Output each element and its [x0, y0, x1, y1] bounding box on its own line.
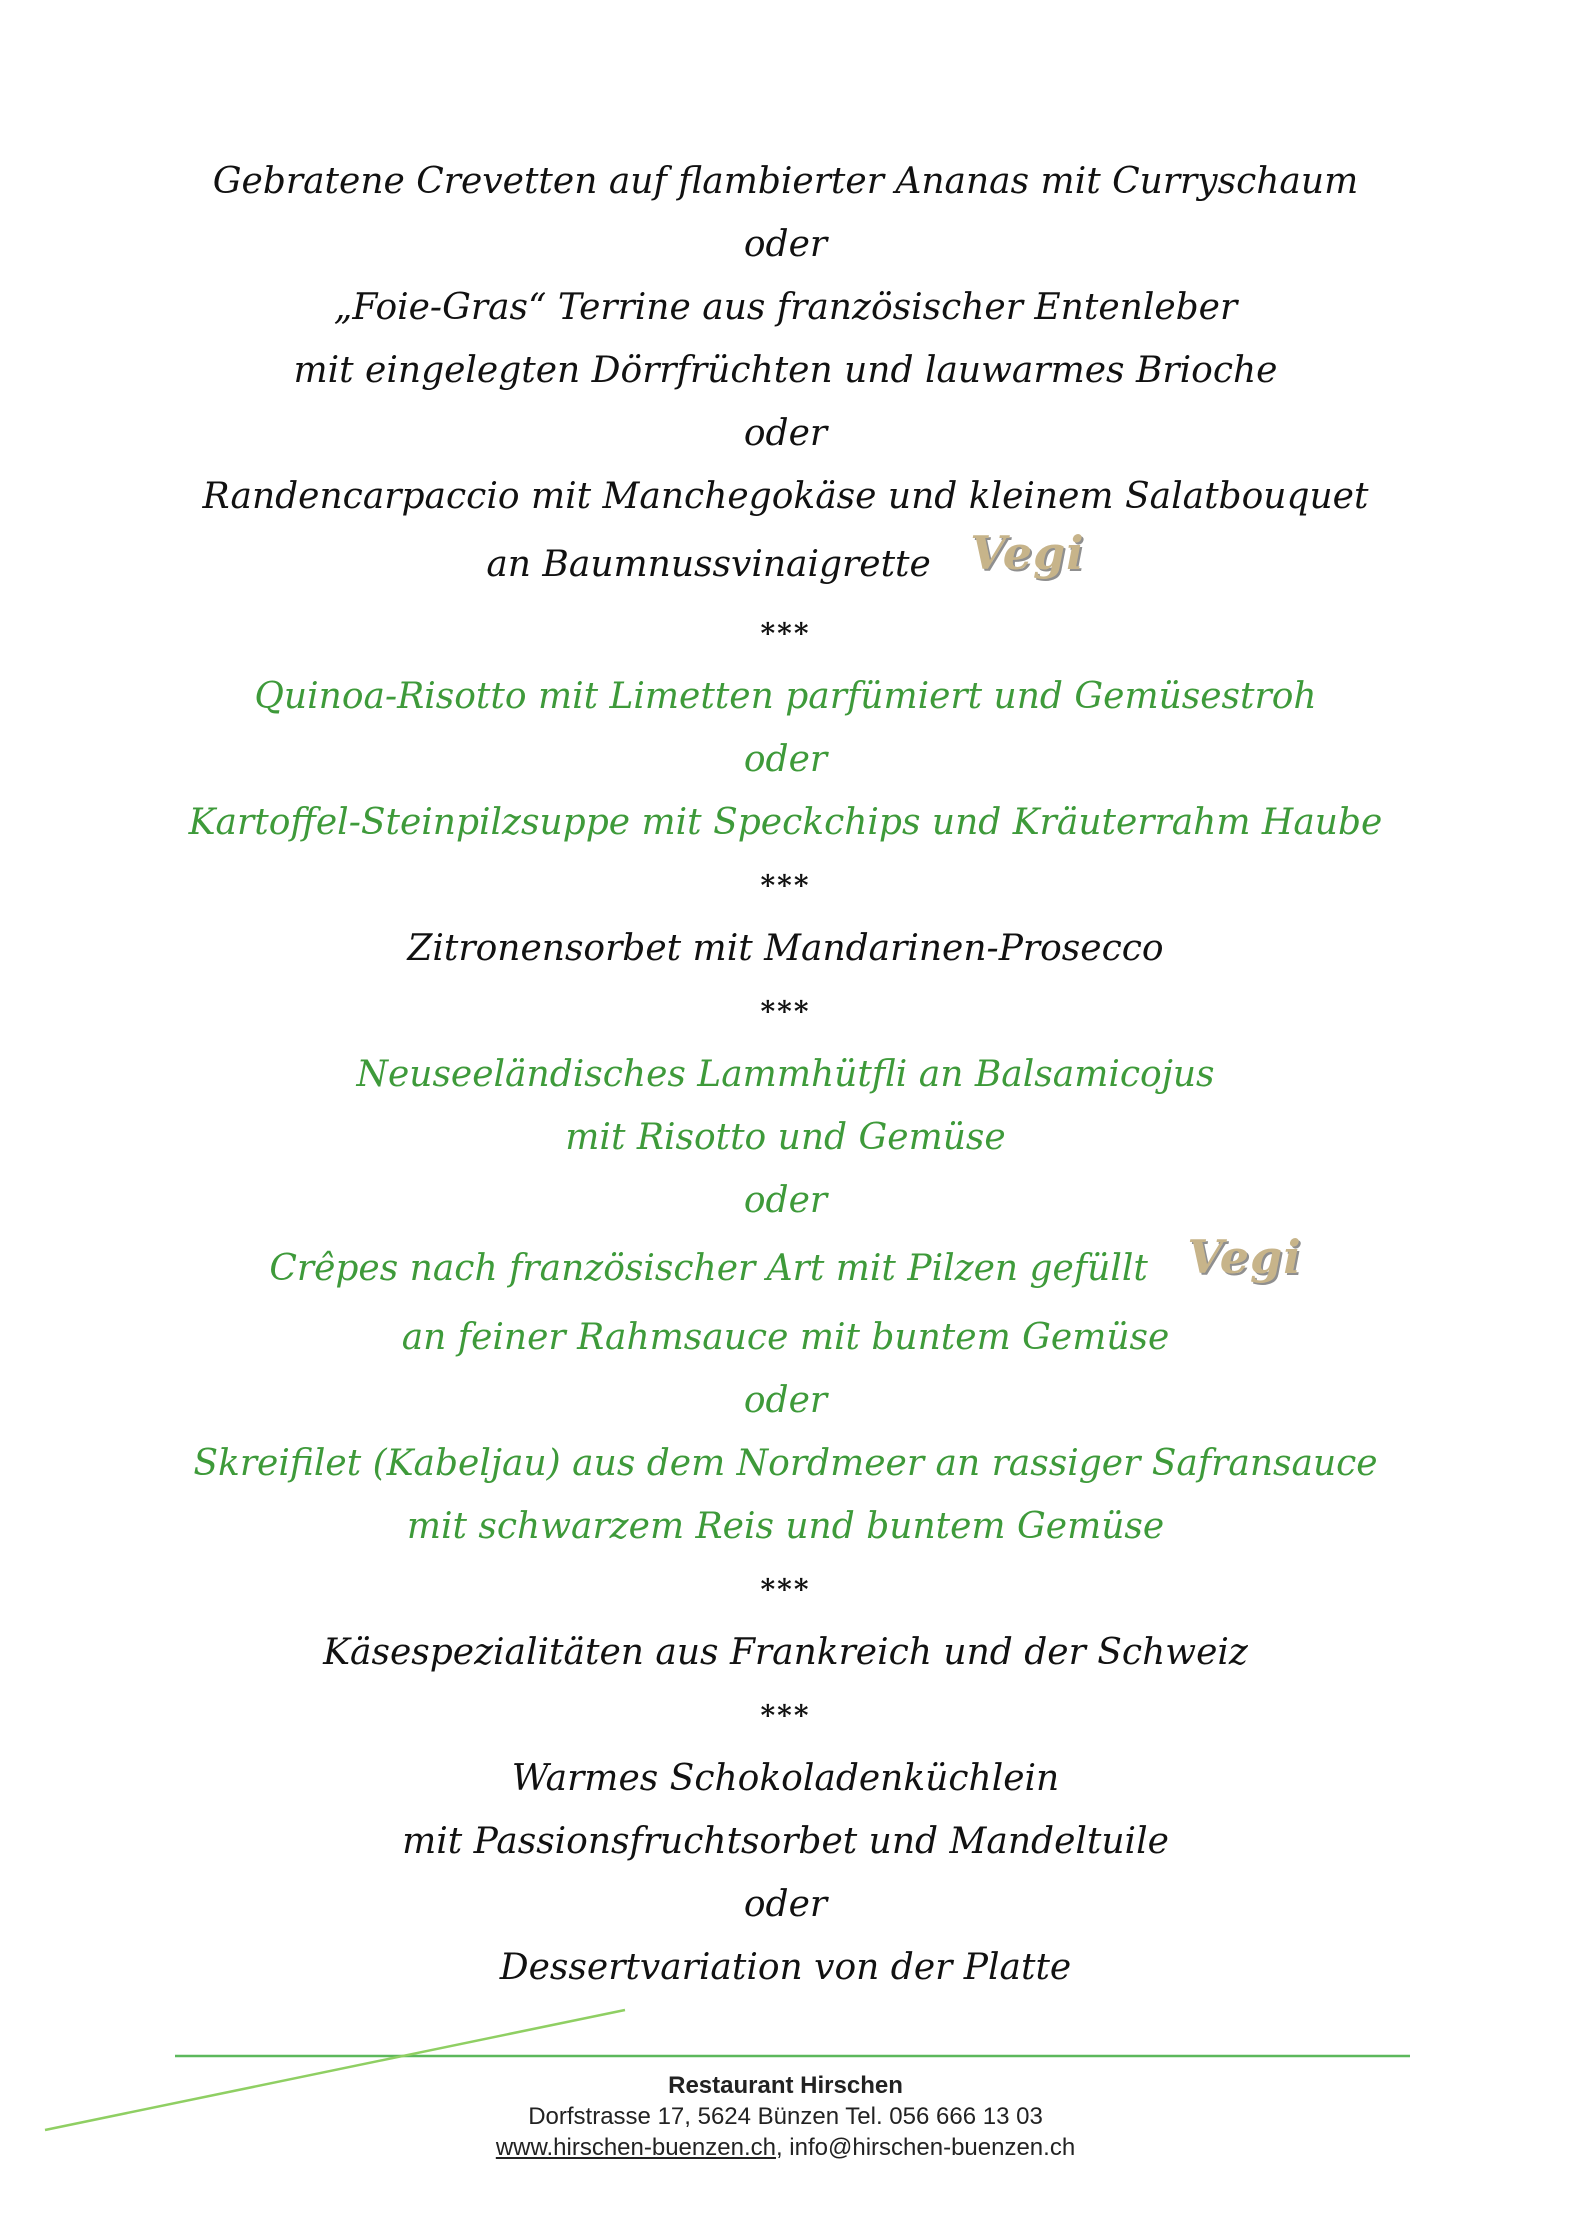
course-separator: *** [760, 1699, 811, 1732]
menu-line-or: oder [743, 224, 828, 265]
menu-line-or: oder [743, 1380, 828, 1421]
menu-line: Quinoa-Risotto mit Limetten parfümiert und Gemüsestroh [254, 676, 1317, 717]
course-separator: *** [760, 1573, 811, 1606]
vegi-logo-icon: Vegi [1187, 1230, 1302, 1284]
menu-line: Skreifilet (Kabeljau) aus dem Nordmeer an rassiger Safransauce [193, 1443, 1378, 1484]
menu-line: Zitronensorbet mit Mandarinen-Prosecco [407, 928, 1164, 969]
menu-line: mit Passionsfruchtsorbet und Mandeltuile [402, 1821, 1169, 1862]
menu-line: Dessertvariation von der Platte [499, 1947, 1072, 1988]
course-separator: *** [760, 995, 811, 1028]
menu-line-or: oder [743, 739, 828, 780]
menu-line: Randencarpaccio mit Manchegokäse und kleinem Salatbouquet [202, 476, 1369, 517]
menu-line: mit eingelegten Dörrfrüchten und lauwarmes Brioche [293, 350, 1278, 391]
menu-line: Kartoffel-Steinpilzsuppe mit Speckchips und Kräuterrahm Haube [188, 802, 1383, 843]
menu-line-or: oder [743, 1180, 828, 1221]
menu-line: an feiner Rahmsauce mit buntem Gemüse [401, 1317, 1170, 1358]
website-link[interactable]: www.hirschen-buenzen.ch [495, 2134, 776, 2161]
menu-line: Neuseeländisches Lammhütfli an Balsamicojus [356, 1054, 1215, 1095]
menu-line-or: oder [743, 1884, 828, 1925]
email-text: , info@hirschen-buenzen.ch [775, 2134, 1076, 2161]
course-separator: *** [760, 869, 811, 902]
menu-line-text: Crêpes nach französischer Art mit Pilzen gefüllt [269, 1248, 1148, 1289]
menu-line: „Foie-Gras“ Terrine aus französischer Entenleber [333, 287, 1238, 328]
vegi-logo-icon: Vegi [970, 526, 1085, 580]
menu-line: mit schwarzem Reis und buntem Gemüse [406, 1506, 1165, 1547]
menu-line: Gebratene Crevetten auf flambierter Ananas mit Curryschaum [212, 161, 1359, 202]
footer [0, 2070, 1571, 2163]
course-separator: *** [760, 617, 811, 650]
menu-line-text: an Baumnussvinaigrette [486, 544, 931, 585]
restaurant-address: Dorfstrasse 17, 5624 Bünzen Tel. 056 666 13 03 [528, 2103, 1043, 2130]
contact-line [0, 2132, 1571, 2163]
menu-line: Käsespezialitäten aus Frankreich und der Schweiz [323, 1632, 1248, 1673]
menu-line: Warmes Schokoladenküchlein [511, 1758, 1060, 1799]
restaurant-name: Restaurant Hirschen [668, 2072, 903, 2099]
menu-line-or: oder [743, 413, 828, 454]
menu-line: mit Risotto und Gemüse [565, 1117, 1006, 1158]
